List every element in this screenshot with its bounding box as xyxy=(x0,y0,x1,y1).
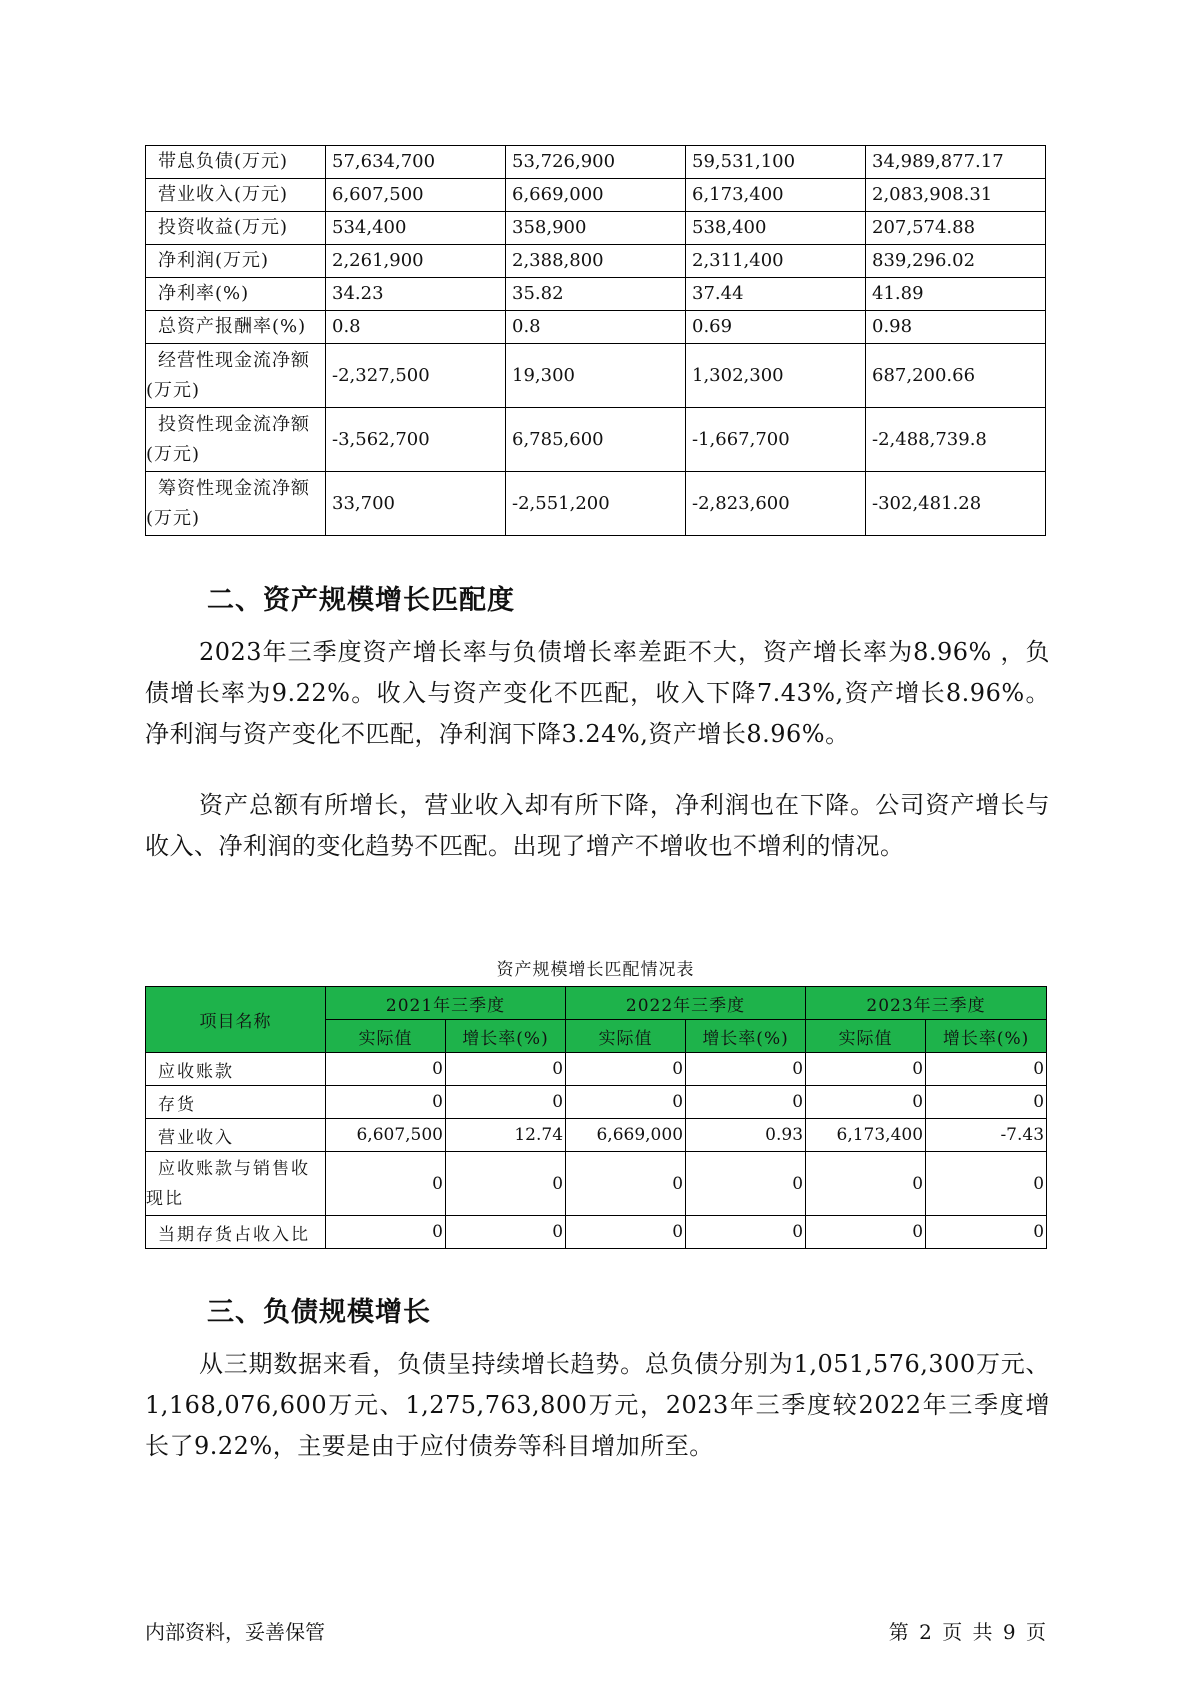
table-row xyxy=(146,278,1046,311)
cell-value: 59,531,100 xyxy=(686,146,866,179)
cell-value: 34.23 xyxy=(326,278,506,311)
cell-value: 0 xyxy=(806,1216,926,1249)
section3-paragraph-1 xyxy=(145,1344,1050,1467)
financial-summary-table xyxy=(145,145,1046,536)
row-label: 营业收入(万元) xyxy=(146,179,326,212)
cell-value: 35.82 xyxy=(506,278,686,311)
paragraph-text: 资产总额有所增长，营业收入却有所下降，净利润也在下降。公司资产增长与收入、净利润的变化趋势不匹配。出现了增产不增收也不增利的情况。 xyxy=(145,791,1050,860)
table-row xyxy=(146,1119,1047,1152)
row-label: 筹资性现金流净额(万元) xyxy=(146,472,326,536)
header-growth-rate: 增长率(%) xyxy=(926,1020,1047,1053)
row-label: 应收账款 xyxy=(146,1053,326,1086)
cell-value: 839,296.02 xyxy=(866,245,1046,278)
cell-value: 538,400 xyxy=(686,212,866,245)
cell-value: 6,669,000 xyxy=(506,179,686,212)
cell-value: 0 xyxy=(686,1086,806,1119)
row-label: 投资性现金流净额(万元) xyxy=(146,408,326,472)
cell-value: 2,083,908.31 xyxy=(866,179,1046,212)
cell-value: 53,726,900 xyxy=(506,146,686,179)
cell-value: 0 xyxy=(926,1053,1047,1086)
row-label: 净利率(%) xyxy=(146,278,326,311)
header-period: 2022年三季度 xyxy=(566,987,806,1020)
table-row xyxy=(146,146,1046,179)
cell-value: 6,607,500 xyxy=(326,1119,446,1152)
cell-value: -2,327,500 xyxy=(326,344,506,408)
table-row xyxy=(146,1086,1047,1119)
cell-value: 0.93 xyxy=(686,1119,806,1152)
cell-value: 0 xyxy=(446,1216,566,1249)
cell-value: 6,173,400 xyxy=(686,179,866,212)
asset-match-table xyxy=(145,986,1047,1249)
table-row xyxy=(146,212,1046,245)
cell-value: 0 xyxy=(566,1053,686,1086)
table-row xyxy=(146,1216,1047,1249)
row-label: 营业收入 xyxy=(146,1119,326,1152)
paragraph-text: 2023年三季度资产增长率与负债增长率差距不大，资产增长率为8.96% ，负债增长率为9.22%。收入与资产变化不匹配，收入下降7.43%,资产增长8.96%。净利润与资产变化不匹配，净利润下降3.24%,资产增长8.96%。 xyxy=(145,638,1050,748)
cell-value: 34,989,877.17 xyxy=(866,146,1046,179)
cell-value: 6,607,500 xyxy=(326,179,506,212)
cell-value: 37.44 xyxy=(686,278,866,311)
cell-value: 0 xyxy=(926,1216,1047,1249)
cell-value: 0 xyxy=(326,1216,446,1249)
cell-value: 0 xyxy=(446,1086,566,1119)
cell-value: 0 xyxy=(926,1086,1047,1119)
row-label: 存货 xyxy=(146,1086,326,1119)
cell-value: 0.8 xyxy=(506,311,686,344)
cell-value: 41.89 xyxy=(866,278,1046,311)
table-row xyxy=(146,408,1046,472)
row-label: 应收账款与销售收现比 xyxy=(146,1152,326,1216)
table-row xyxy=(146,179,1046,212)
cell-value: 207,574.88 xyxy=(866,212,1046,245)
cell-value: 2,311,400 xyxy=(686,245,866,278)
table-caption: 资产规模增长匹配情况表 xyxy=(496,960,695,980)
header-actual-value: 实际值 xyxy=(566,1020,686,1053)
table-row xyxy=(146,1053,1047,1086)
cell-value: 0 xyxy=(686,1053,806,1086)
paragraph-text: 从三期数据来看，负债呈持续增长趋势。总负债分别为1,051,576,300万元、1,168,076,600万元、1,275,763,800万元，2023年三季度较2022年三季度增长了9.22%，主要是由于应付债券等科目增加所至。 xyxy=(145,1350,1050,1460)
cell-value: 6,173,400 xyxy=(806,1119,926,1152)
cell-value: -3,562,700 xyxy=(326,408,506,472)
cell-value: -2,551,200 xyxy=(506,472,686,536)
cell-value: 57,634,700 xyxy=(326,146,506,179)
cell-value: 6,785,600 xyxy=(506,408,686,472)
footer-confidential-note: 内部资料，妥善保管 xyxy=(145,1620,325,1644)
cell-value: -2,488,739.8 xyxy=(866,408,1046,472)
cell-value: 687,200.66 xyxy=(866,344,1046,408)
section-heading: 三、负债规模增长 xyxy=(207,1297,431,1328)
header-actual-value: 实际值 xyxy=(806,1020,926,1053)
cell-value: 0 xyxy=(686,1216,806,1249)
cell-value: 0.69 xyxy=(686,311,866,344)
table-row xyxy=(146,472,1046,536)
cell-value: -302,481.28 xyxy=(866,472,1046,536)
cell-value: 0 xyxy=(926,1152,1047,1216)
row-label: 净利润(万元) xyxy=(146,245,326,278)
cell-value: 12.74 xyxy=(446,1119,566,1152)
cell-value: 0 xyxy=(566,1152,686,1216)
cell-value: 0 xyxy=(326,1152,446,1216)
header-period: 2023年三季度 xyxy=(806,987,1047,1020)
section2-paragraph-2 xyxy=(145,785,1050,867)
section2-paragraph-1 xyxy=(145,632,1050,755)
header-actual-value: 实际值 xyxy=(326,1020,446,1053)
table-row xyxy=(146,1152,1047,1216)
row-label: 总资产报酬率(%) xyxy=(146,311,326,344)
cell-value: 0 xyxy=(326,1053,446,1086)
row-label: 经营性现金流净额(万元) xyxy=(146,344,326,408)
cell-value: 2,261,900 xyxy=(326,245,506,278)
row-label: 投资收益(万元) xyxy=(146,212,326,245)
row-label: 当期存货占收入比 xyxy=(146,1216,326,1249)
cell-value: 19,300 xyxy=(506,344,686,408)
cell-value: 0 xyxy=(686,1152,806,1216)
cell-value: 2,388,800 xyxy=(506,245,686,278)
cell-value: 0.98 xyxy=(866,311,1046,344)
cell-value: 0 xyxy=(806,1053,926,1086)
cell-value: 0 xyxy=(806,1152,926,1216)
table-header-row xyxy=(146,987,1047,1020)
page-number: 第 2 页 共 9 页 xyxy=(888,1620,1046,1644)
cell-value: 0 xyxy=(326,1086,446,1119)
header-period: 2021年三季度 xyxy=(326,987,566,1020)
cell-value: 0.8 xyxy=(326,311,506,344)
table-row xyxy=(146,311,1046,344)
cell-value: 0 xyxy=(566,1216,686,1249)
cell-value: 534,400 xyxy=(326,212,506,245)
table-row xyxy=(146,245,1046,278)
header-growth-rate: 增长率(%) xyxy=(686,1020,806,1053)
cell-value: 6,669,000 xyxy=(566,1119,686,1152)
table-row xyxy=(146,344,1046,408)
cell-value: 0 xyxy=(446,1152,566,1216)
row-label: 带息负债(万元) xyxy=(146,146,326,179)
cell-value: 0 xyxy=(806,1086,926,1119)
cell-value: 1,302,300 xyxy=(686,344,866,408)
cell-value: 358,900 xyxy=(506,212,686,245)
cell-value: -2,823,600 xyxy=(686,472,866,536)
section-heading: 二、资产规模增长匹配度 xyxy=(207,585,515,616)
header-growth-rate: 增长率(%) xyxy=(446,1020,566,1053)
cell-value: -1,667,700 xyxy=(686,408,866,472)
cell-value: -7.43 xyxy=(926,1119,1047,1152)
cell-value: 0 xyxy=(446,1053,566,1086)
cell-value: 33,700 xyxy=(326,472,506,536)
header-item-name: 项目名称 xyxy=(146,987,326,1053)
cell-value: 0 xyxy=(566,1086,686,1119)
